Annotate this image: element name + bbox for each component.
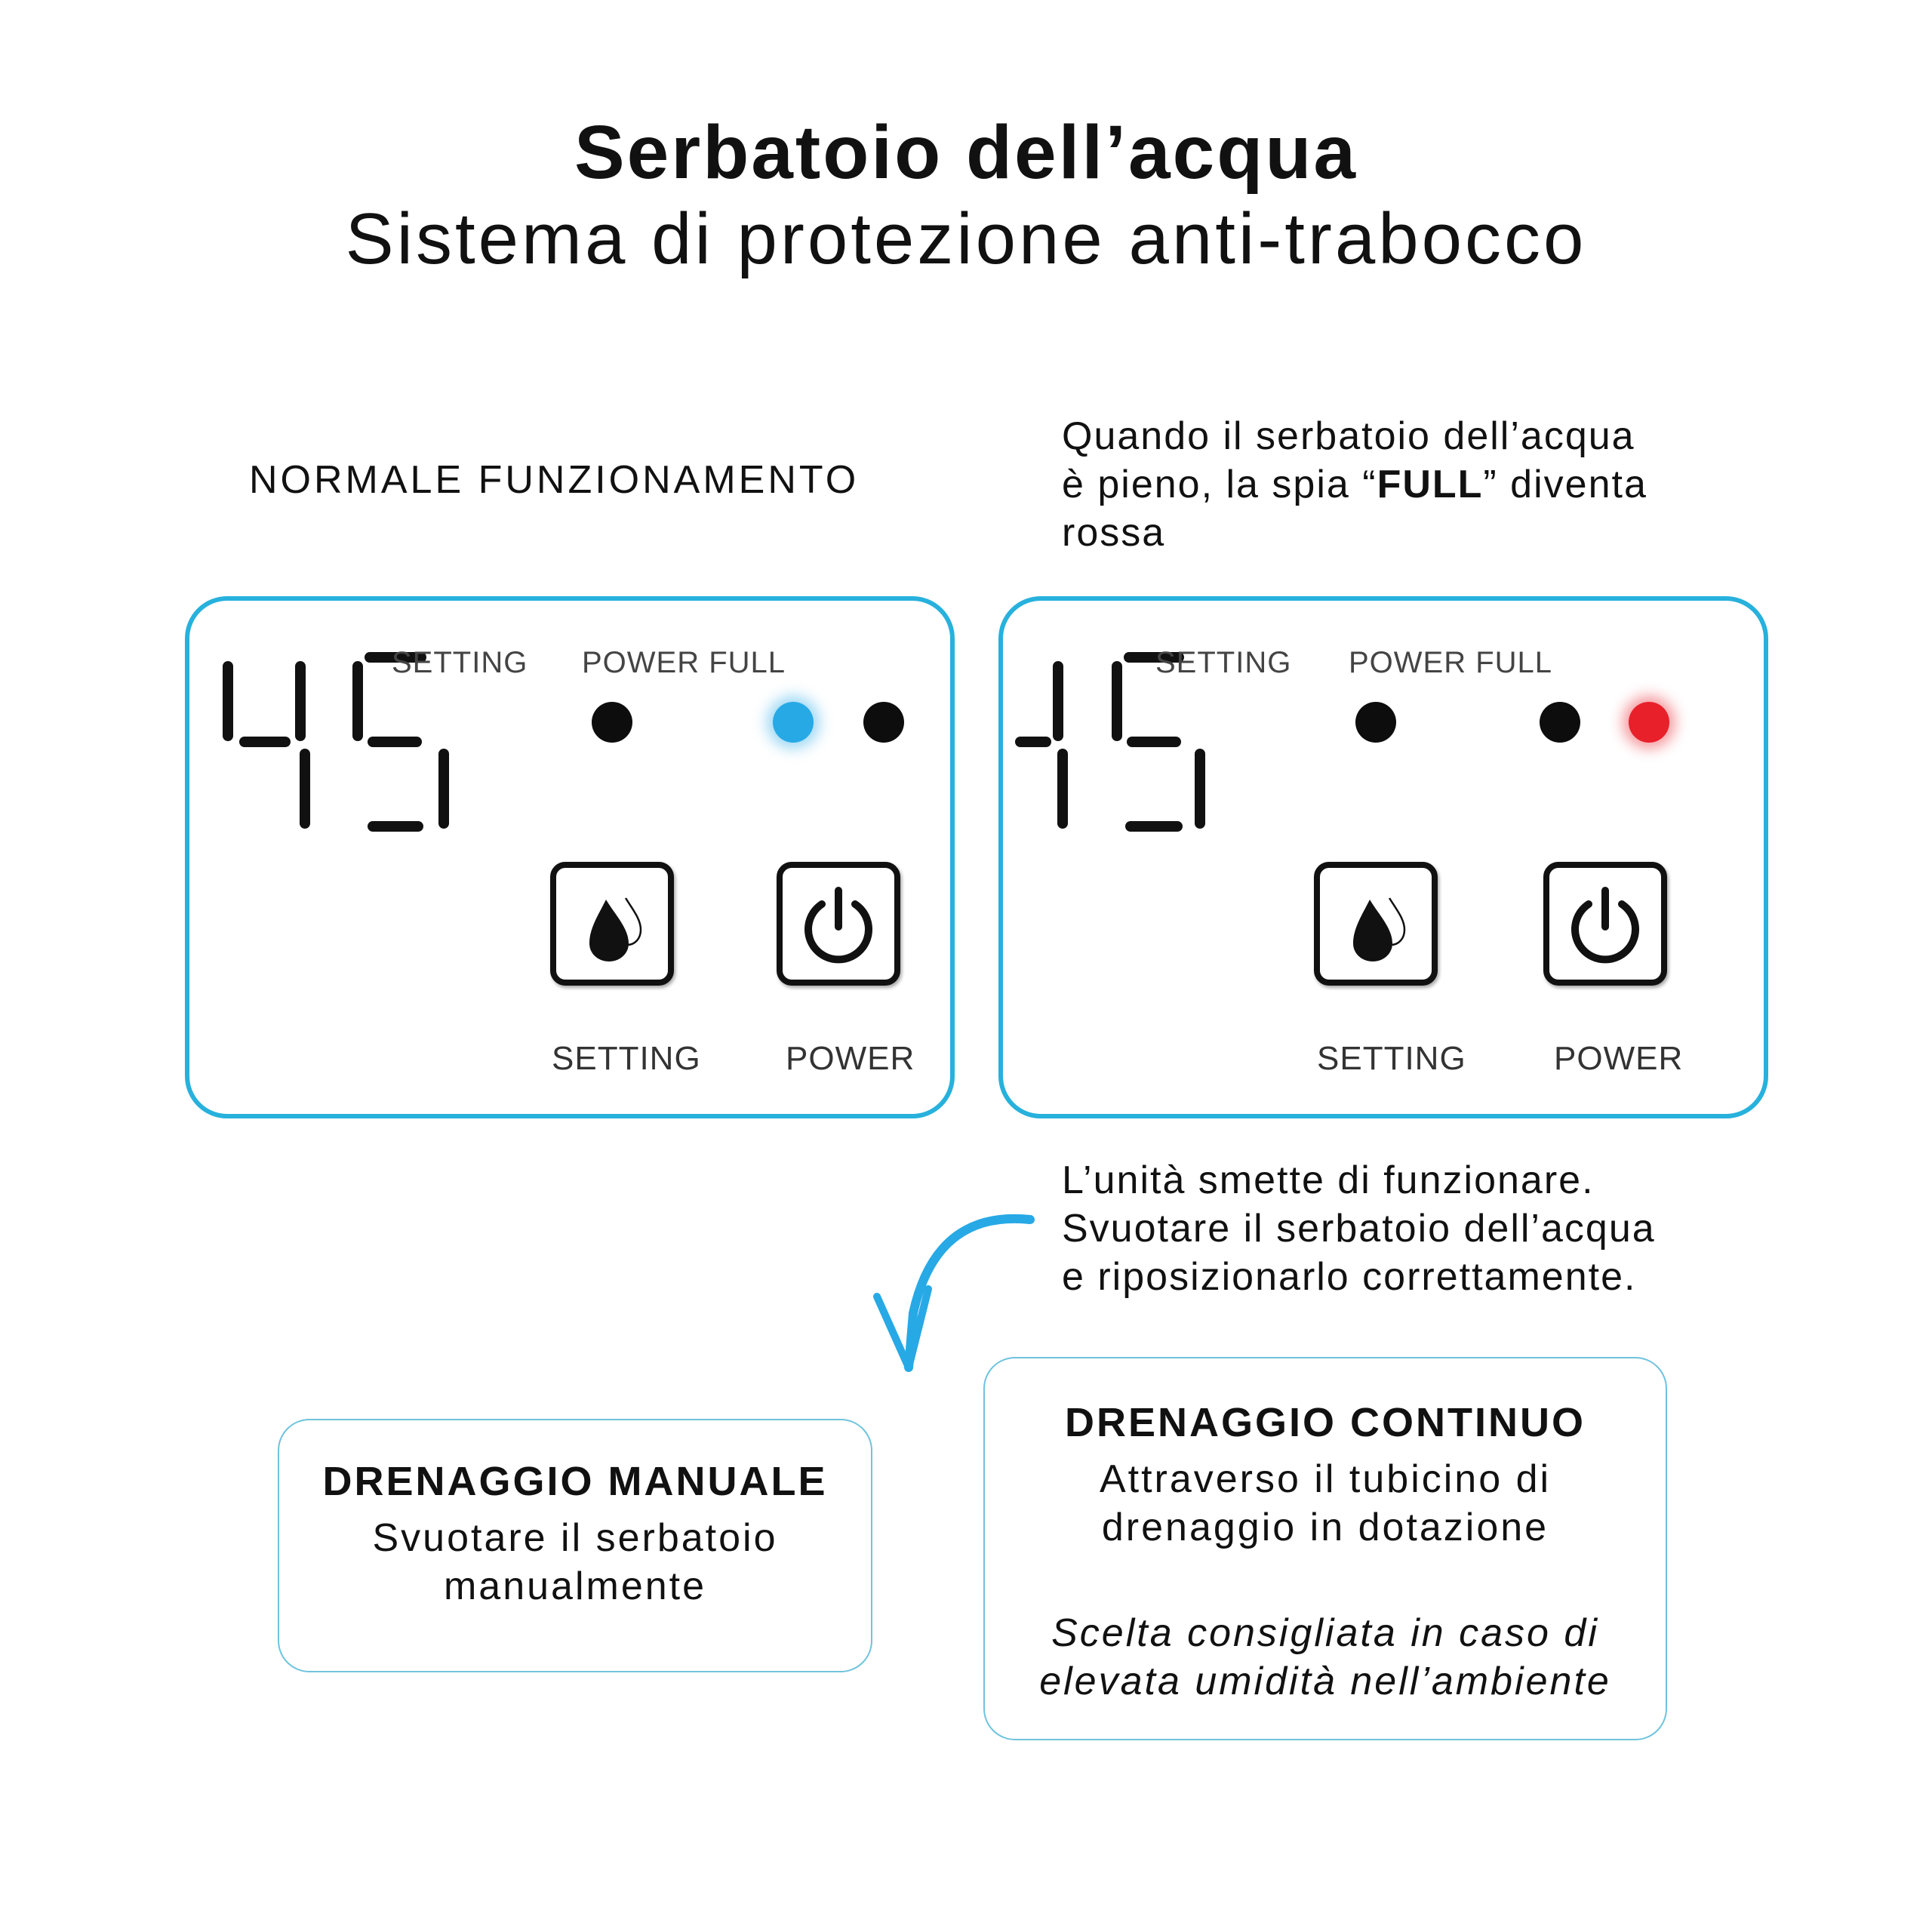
continuous-drainage-note2: elevata umidità nell’ambiente: [1039, 1660, 1611, 1703]
manual-drainage-box: [278, 1419, 872, 1672]
manual-drainage-title: DRENAGGIO MANUALE: [322, 1459, 828, 1504]
power-led: [773, 702, 814, 743]
full-led: [863, 702, 904, 743]
full-led: [1629, 702, 1669, 743]
power-full-indicator-label: POWER FULL: [1349, 646, 1553, 679]
continuous-drainage-line1: Attraverso il tubicino di: [1099, 1457, 1552, 1501]
continuous-drainage-box: [983, 1357, 1667, 1740]
manual-drainage-line1: Svuotare il serbatoio: [372, 1516, 778, 1560]
water-drop-icon: [1320, 868, 1432, 980]
power-full-indicator-label: POWER FULL: [582, 646, 786, 679]
power-button-label: POWER: [1554, 1040, 1684, 1077]
setting-indicator-label: SETTING: [1155, 646, 1292, 679]
continuous-drainage-line2: drenaggio in dotazione: [1101, 1506, 1549, 1549]
power-button[interactable]: [1543, 862, 1667, 986]
setting-button[interactable]: [1314, 862, 1438, 986]
setting-button[interactable]: [550, 862, 674, 986]
control-panel-normal: [185, 596, 955, 1118]
setting-indicator-label: SETTING: [392, 646, 528, 679]
setting-led: [1355, 702, 1396, 743]
water-drop-icon: [556, 868, 668, 980]
page-subtitle: Sistema di protezione anti-trabocco: [345, 198, 1587, 279]
power-icon: [1549, 868, 1661, 980]
setting-led: [592, 702, 632, 743]
full-indicator-note: Quando il serbatoio dell’acqua è pieno, la spia “FULL” diventa rossa: [1062, 414, 1647, 555]
continuous-drainage-title: DRENAGGIO CONTINUO: [1064, 1400, 1586, 1445]
normal-operation-label: NORMALE FUNZIONAMENTO: [249, 458, 860, 502]
manual-drainage-line2: manualmente: [443, 1564, 707, 1608]
power-icon: [783, 868, 894, 980]
setting-button-label: SETTING: [1317, 1040, 1466, 1077]
setting-button-label: SETTING: [552, 1040, 701, 1077]
power-led: [1540, 702, 1580, 743]
unit-stops-note: L’unità smette di funzionare. Svuotare il serbatoio dell’acqua e riposizionarlo correttamente.: [1062, 1158, 1656, 1299]
continuous-drainage-note1: Scelta consigliata in caso di: [1051, 1611, 1599, 1655]
control-panel-full: [998, 596, 1768, 1118]
page-title: Serbatoio dell’acqua: [574, 110, 1358, 195]
power-button[interactable]: [777, 862, 900, 986]
power-button-label: POWER: [786, 1040, 915, 1077]
